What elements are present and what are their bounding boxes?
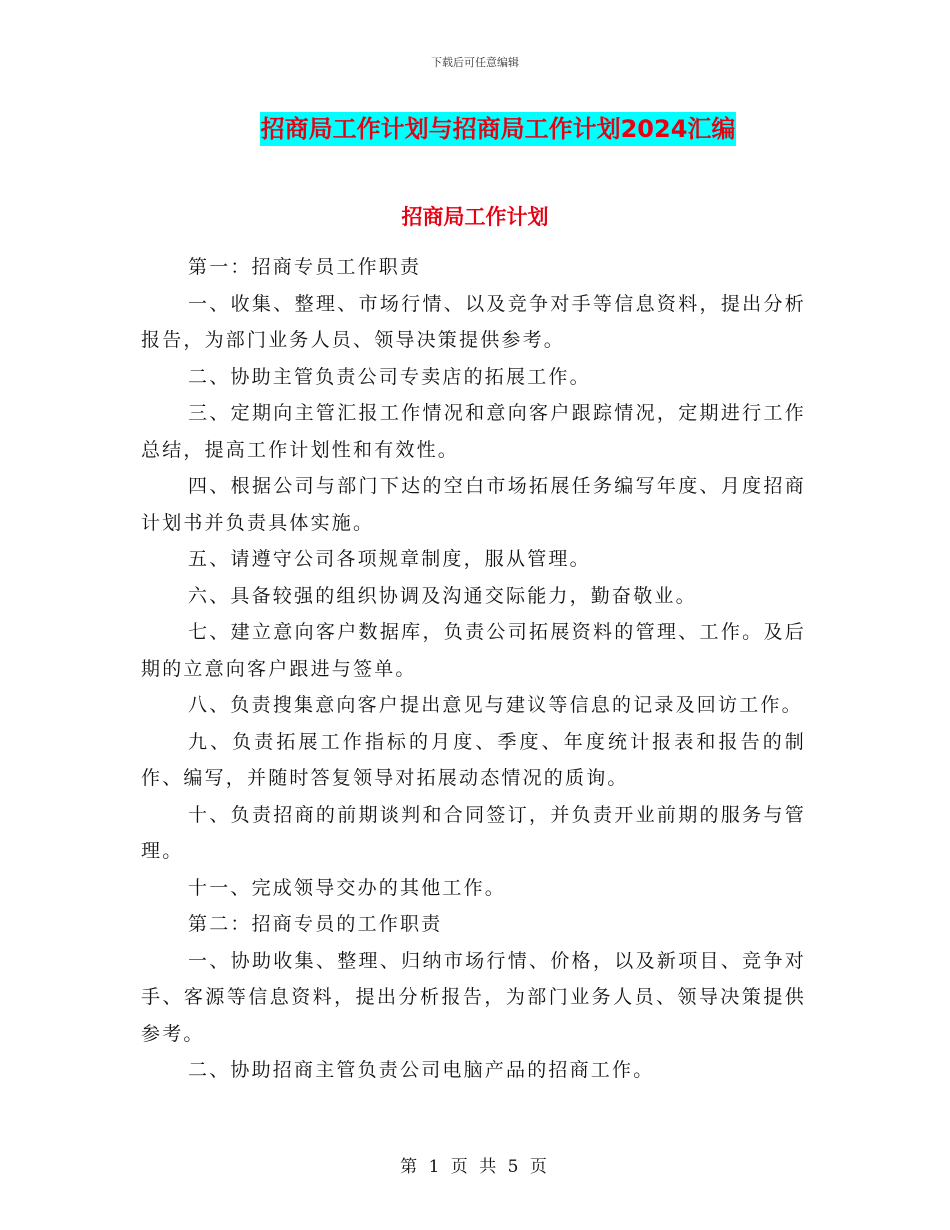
document-body bbox=[141, 249, 806, 1089]
paragraph: 六、具备较强的组织协调及沟通交际能力，勤奋敬业。 bbox=[188, 584, 697, 607]
paragraph: 九、负责拓展工作指标的月度、季度、年度统计报表和报告的制作、编写，并随时答复领导对拓展动态情况的质询。 bbox=[141, 730, 806, 789]
paragraph: 一、收集、整理、市场行情、以及竞争对手等信息资料，提出分析报告，为部门业务人员、领导决策提供参考。 bbox=[141, 292, 806, 351]
paragraph: 四、根据公司与部门下达的空白市场拓展任务编写年度、月度招商计划书并负责具体实施。 bbox=[141, 475, 806, 534]
paragraph: 第一：招商专员工作职责 bbox=[188, 256, 422, 278]
paragraph: 十一、完成领导交办的其他工作。 bbox=[188, 876, 507, 899]
paragraph: 十、负责招商的前期谈判和合同签订，并负责开业前期的服务与管理。 bbox=[141, 803, 806, 862]
paragraph: 三、定期向主管汇报工作情况和意向客户跟踪情况，定期进行工作总结，提高工作计划性和有效性。 bbox=[141, 402, 806, 461]
paragraph: 七、建立意向客户数据库，负责公司拓展资料的管理、工作。及后期的立意向客户跟进与签单。 bbox=[141, 621, 806, 680]
paragraph: 五、请遵守公司各项规章制度，服从管理。 bbox=[188, 548, 591, 570]
paragraph: 八、负责搜集意向客户提出意见与建议等信息的记录及回访工作。 bbox=[188, 694, 803, 716]
page-number: 第 1 页 共 5 页 bbox=[400, 1157, 550, 1177]
paragraph: 第二：招商专员的工作职责 bbox=[188, 913, 443, 935]
document-title: 招商局工作计划与招商局工作计划2024汇编 bbox=[260, 112, 737, 146]
document-title-container bbox=[0, 112, 950, 146]
paragraph: 一、协助收集、整理、归纳市场行情、价格，以及新项目、竞争对手、客源等信息资料，提出分析报告，为部门业务人员、领导决策提供参考。 bbox=[141, 949, 806, 1045]
page-header: 下载后可任意编辑 bbox=[431, 56, 519, 69]
paragraph: 二、协助招商主管负责公司电脑产品的招商工作。 bbox=[188, 1059, 655, 1081]
paragraph: 二、协助主管负责公司专卖店的拓展工作。 bbox=[188, 365, 591, 388]
section-title: 招商局工作计划 bbox=[401, 205, 549, 229]
